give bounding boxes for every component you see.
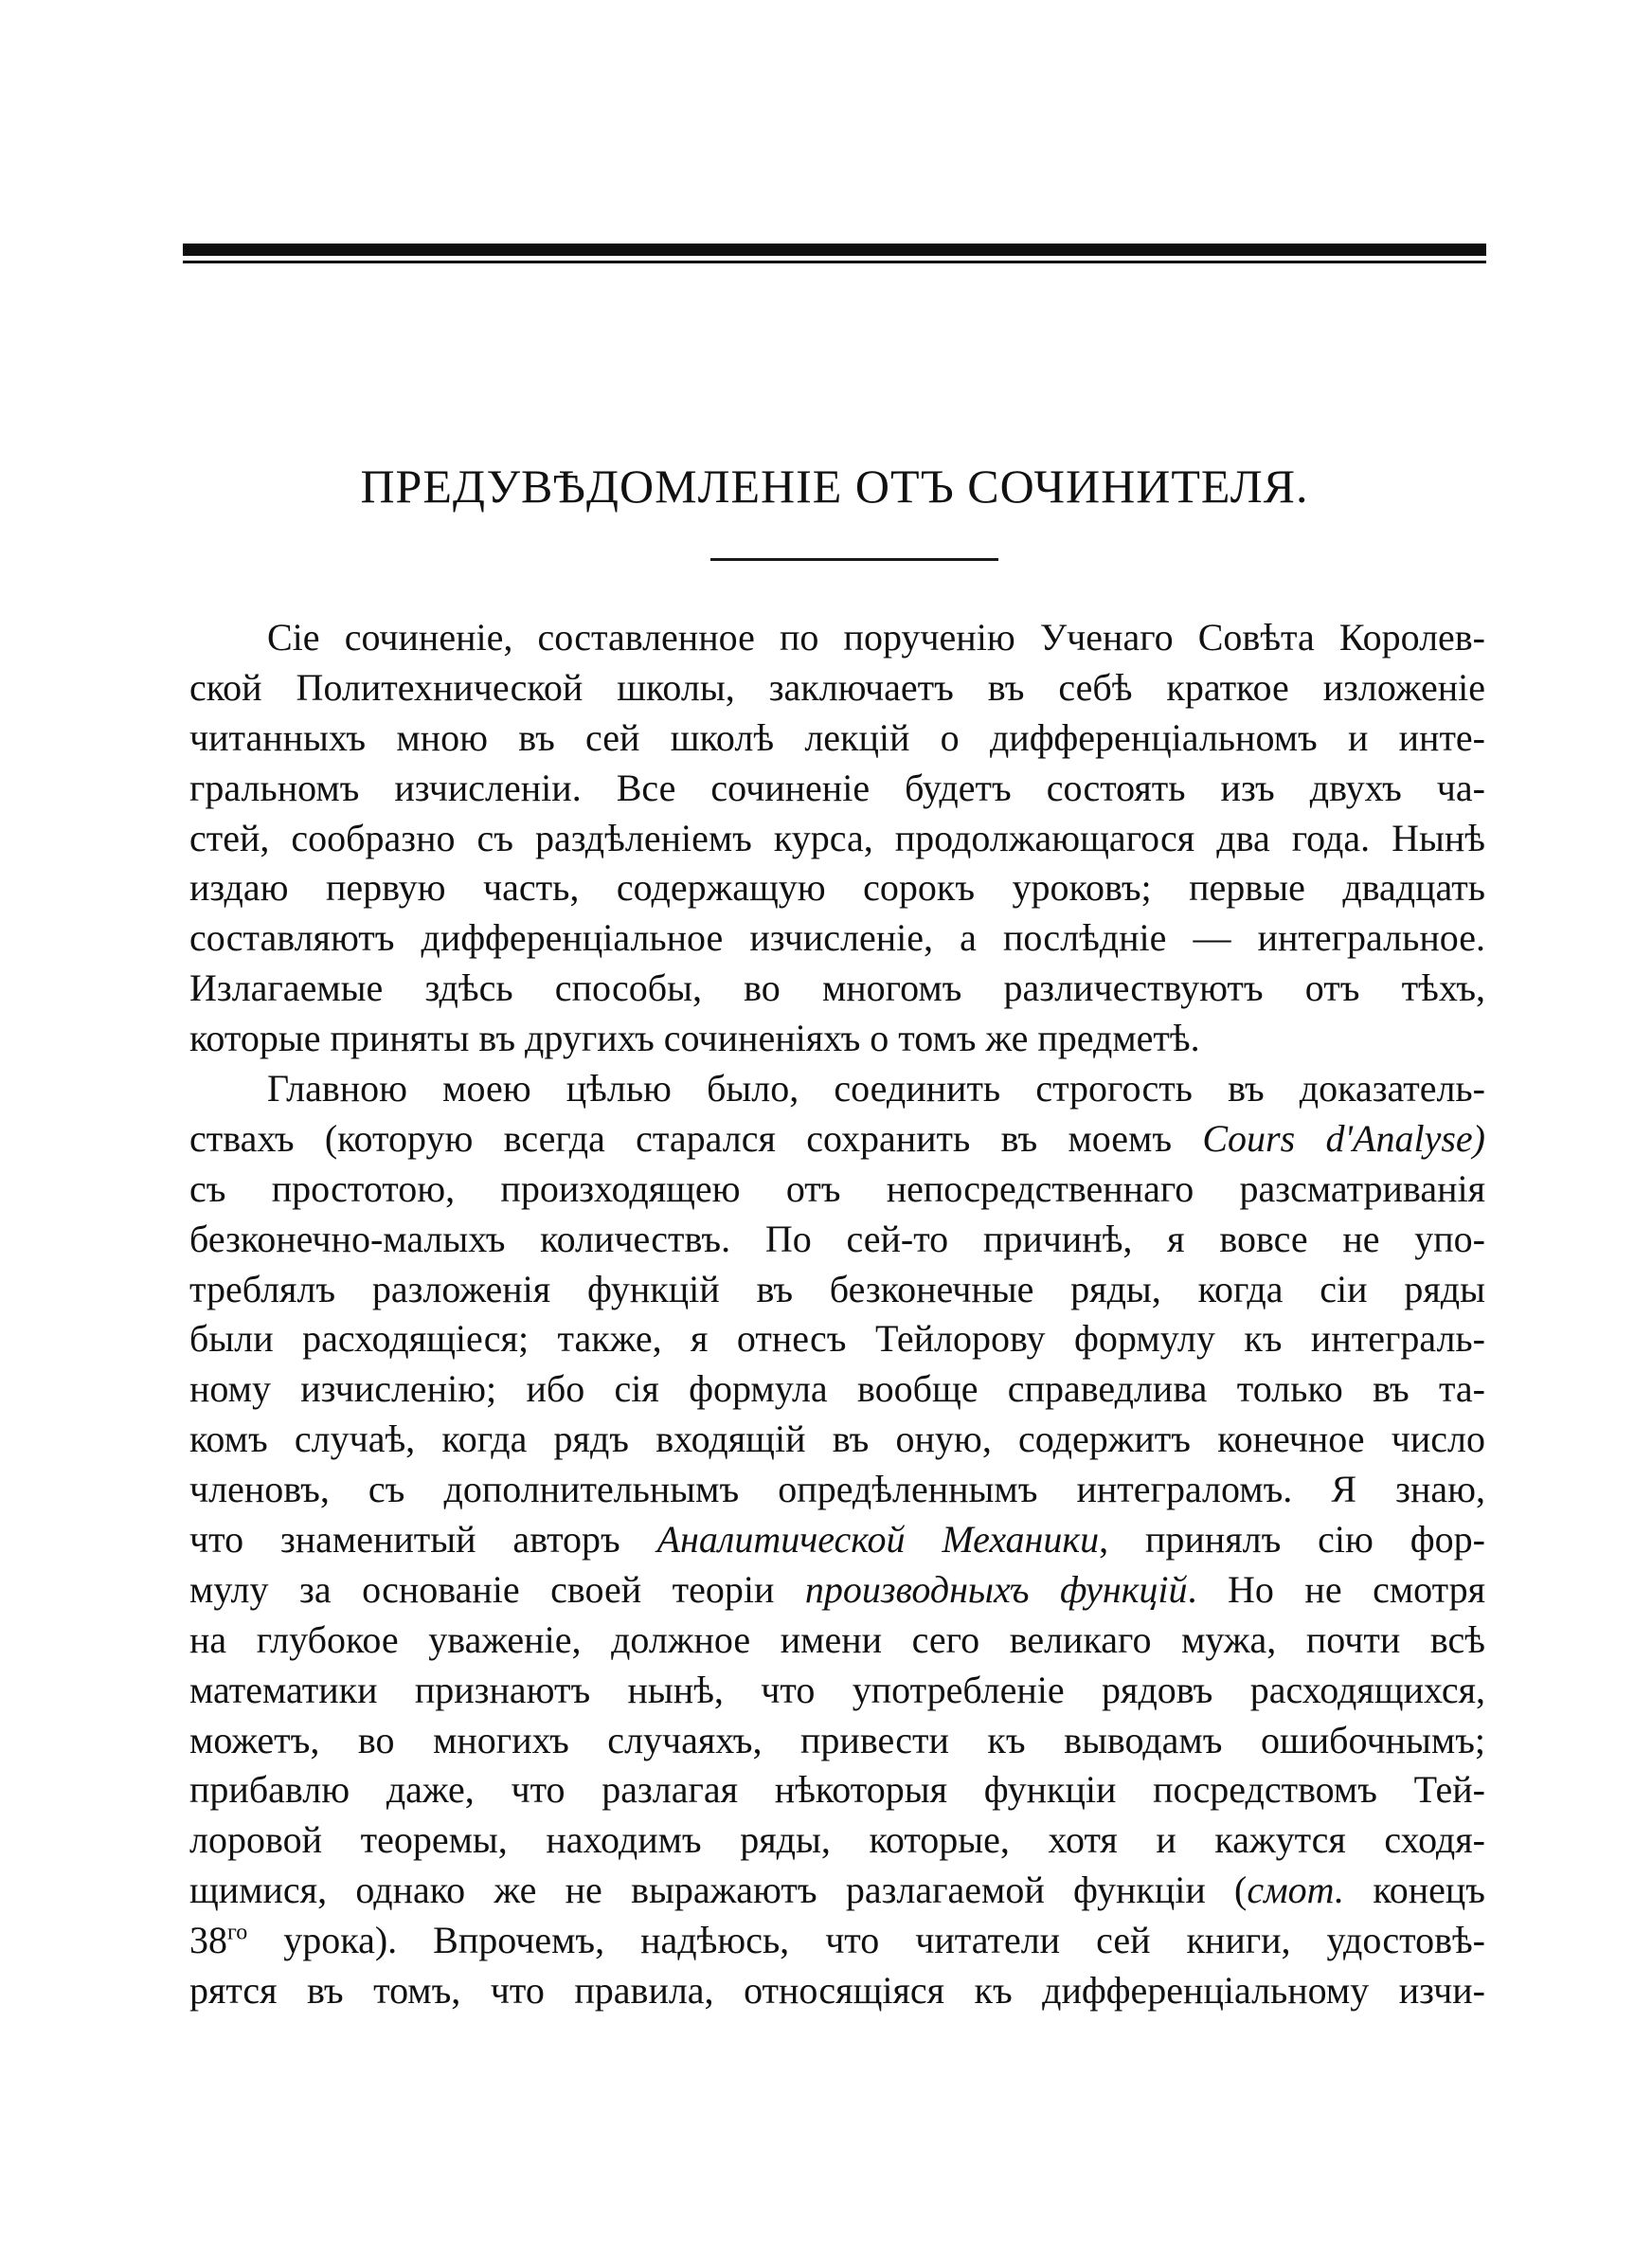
paragraph-line: издаю первую часть, содержащую сорокъ уроковъ; первые двадцать	[189, 866, 1485, 910]
ordinal-suffix: го	[227, 1920, 248, 1945]
paragraph-line: составляютъ дифференціальное изчисленіе, а послѣдніе — интегральное.	[189, 916, 1485, 960]
paragraph-line: стей, сообразно съ раздѣленіемъ курса, продолжающагося два года. Нынѣ	[189, 816, 1485, 859]
reference-abbreviation: смот.	[1247, 1869, 1345, 1912]
top-double-rule	[183, 244, 1486, 263]
paragraph-line: математики признаютъ нынѣ, что употребленіе рядовъ расходящихся,	[189, 1668, 1485, 1711]
line-text: щимися, однако же не выражаютъ разлагаемой функціи (	[189, 1869, 1248, 1912]
paragraph-line	[189, 1565, 1485, 1616]
paragraph-line: читанныхъ мною въ сей школѣ лекцій о дифференціальномъ и инте-	[189, 715, 1485, 759]
paragraph-line: ской Политехнической школы, заключаетъ въ себѣ краткое изложеніе	[189, 665, 1485, 709]
paragraph-line: Главною моею цѣлью было, соединить строгость въ доказатель-	[267, 1067, 1485, 1110]
paragraph-line: ному изчисленію; ибо сія формула вообще справедлива только въ та-	[189, 1367, 1485, 1411]
line-text: что знаменитый авторъ	[189, 1518, 657, 1562]
paragraph-line: рятся въ томъ, что правила, относящіяся къ дифференціальному изчи-	[189, 1969, 1485, 2013]
paragraph-line	[189, 1515, 1485, 1565]
line-text: ствахъ (которую всегда старался сохранить въ моемъ	[189, 1116, 1203, 1160]
cited-work-title: Cours d'Analyse)	[1202, 1116, 1485, 1160]
paragraph-line: Излагаемые здѣсь способы, во многомъ различествуютъ отъ тѣхъ,	[189, 966, 1485, 1010]
paragraph-line	[189, 1916, 1485, 1966]
body-text	[189, 613, 1485, 2016]
top-rule-thick	[183, 244, 1486, 256]
line-text: . Но не смотря	[1187, 1567, 1485, 1611]
paragraph-line: Сіе сочиненіе, составленное по порученію Ученаго Совѣта Королев-	[267, 616, 1485, 659]
emphasized-term: производныхъ функцій	[804, 1567, 1188, 1611]
paragraph-line: комъ случаѣ, когда рядъ входящій въ оную, содержитъ конечное число	[189, 1417, 1485, 1461]
line-text: урока). Впрочемъ, надѣюсь, что читатели сей книги, удостовѣ-	[247, 1919, 1485, 1962]
paragraph-line: лоровой теоремы, находимъ ряды, которые, хотя и кажутся сходя-	[189, 1818, 1485, 1862]
paragraph-line	[189, 1866, 1485, 1916]
paragraph-line: треблялъ разложенія функцій въ безконечные ряды, когда сіи ряды	[189, 1267, 1485, 1310]
line-text: , принялъ сію фор-	[1099, 1518, 1485, 1562]
paragraph-line: можетъ, во многихъ случаяхъ, привести къ выводамъ ошибочнымъ;	[189, 1718, 1485, 1761]
lesson-number: 38	[189, 1919, 227, 1962]
cited-work-title: Аналитической Механики	[656, 1518, 1100, 1562]
page-heading: ПРЕДУВѢДОМЛЕНІЕ ОТЪ СОЧИНИТЕЛЯ.	[360, 460, 1309, 513]
top-rule-thin	[183, 261, 1486, 263]
paragraph-1	[189, 613, 1485, 1064]
paragraph-line: на глубокое уваженіе, должное имени сего великаго мужа, почти всѣ	[189, 1617, 1485, 1661]
paragraph-line: были расходящіеся; также, я отнесъ Тейлорову формулу къ интеграль-	[189, 1317, 1485, 1361]
paragraph-line: съ простотою, произходящею отъ непосредственнаго разсматриванія	[189, 1166, 1485, 1210]
paragraph-line: прибавлю даже, что разлагая нѣкоторыя функціи посредствомъ Тей-	[189, 1768, 1485, 1812]
paragraph-line: которые приняты въ другихъ сочиненіяхъ о томъ же предметѣ.	[189, 1017, 1200, 1060]
line-text: конецъ	[1344, 1869, 1485, 1912]
paragraph-line	[189, 1114, 1485, 1165]
paragraph-line: гральномъ изчисленіи. Все сочиненіе будетъ состоять изъ двухъ ча-	[189, 766, 1485, 809]
line-text: мулу за основаніе своей теоріи	[189, 1567, 805, 1611]
heading-underline-rule	[710, 558, 998, 561]
paragraph-line: безконечно-малыхъ количествъ. По сей-то причинѣ, я вовсе не упо-	[189, 1217, 1485, 1260]
paragraph-2	[189, 1064, 1485, 2016]
paragraph-line: членовъ, съ дополнительнымъ опредѣленнымъ интеграломъ. Я знаю,	[189, 1468, 1485, 1511]
